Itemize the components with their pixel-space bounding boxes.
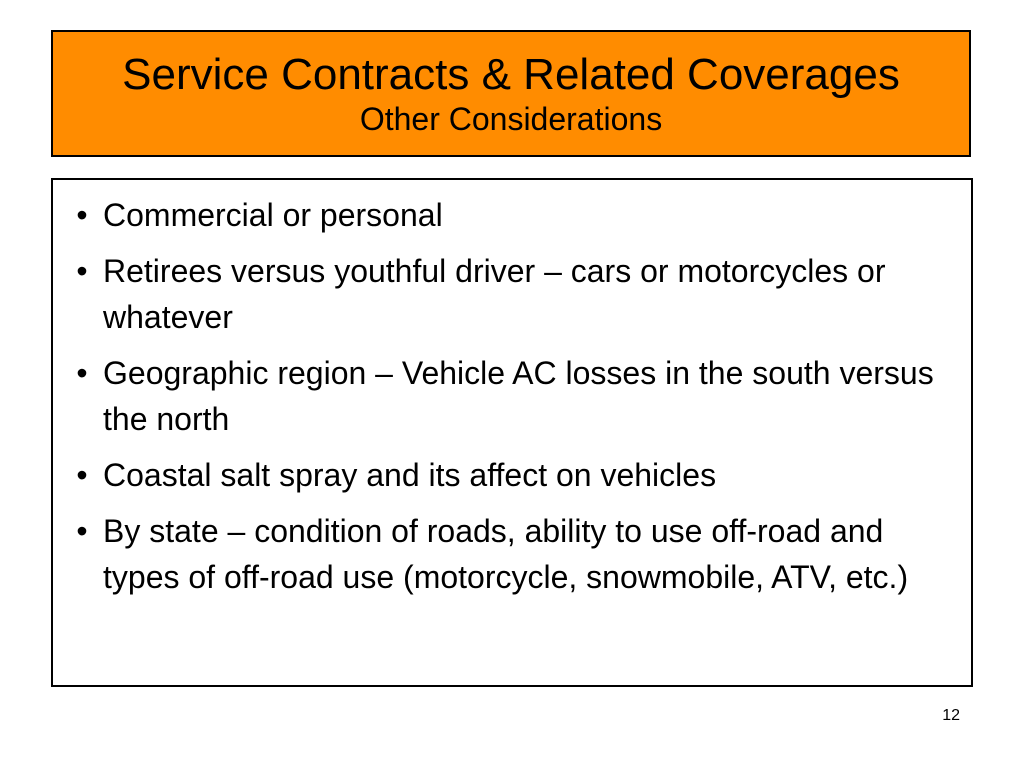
title-box	[51, 30, 971, 157]
bullet-item	[61, 248, 941, 340]
bullet-icon: •	[76, 355, 88, 391]
slide-subtitle: Other Considerations	[359, 101, 663, 137]
bullet-text: Retirees versus youthful driver – cars or motorcycles or whatever	[103, 253, 886, 335]
page-number: 12	[942, 707, 960, 724]
content-box	[51, 178, 973, 687]
bullet-text: Commercial or personal	[103, 197, 443, 233]
bullet-icon: •	[76, 197, 88, 233]
bullet-item	[61, 508, 941, 600]
bullet-list	[53, 180, 971, 600]
bullet-icon: •	[76, 513, 88, 549]
slide-title: Service Contracts & Related Coverages	[122, 50, 900, 99]
bullet-icon: •	[76, 253, 88, 289]
bullet-text: By state – condition of roads, ability to use off-road and types of off-road use (motorcycle, snowmobile, ATV, etc.)	[103, 513, 909, 595]
bullet-text: Coastal salt spray and its affect on vehicles	[103, 457, 717, 493]
bullet-text: Geographic region – Vehicle AC losses in the south versus the north	[103, 355, 934, 437]
bullet-item	[61, 192, 941, 238]
bullet-item	[61, 452, 941, 498]
bullet-icon: •	[76, 457, 88, 493]
bullet-item	[61, 350, 941, 442]
